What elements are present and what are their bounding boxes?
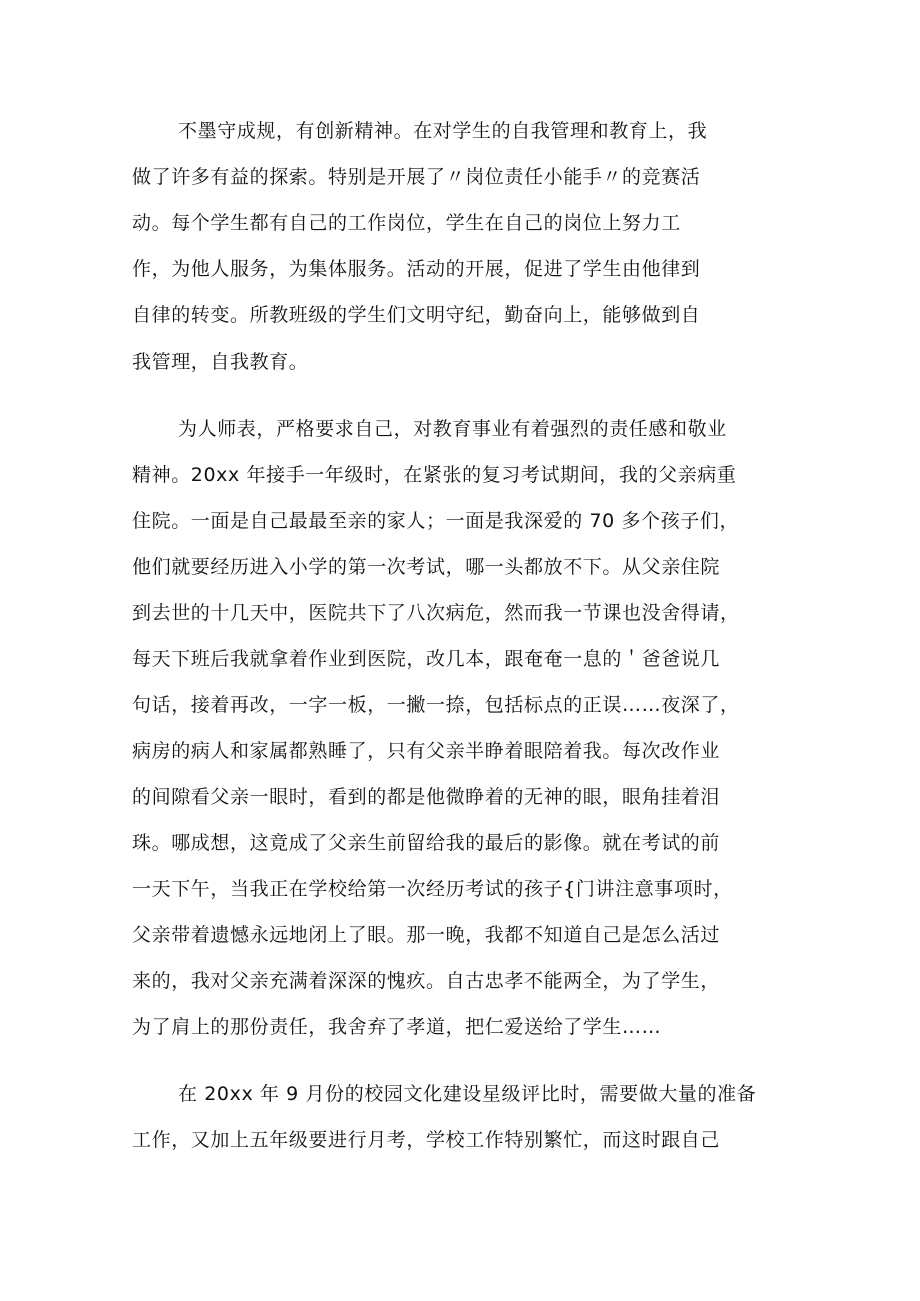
text-line: 为了肩上的那份责任，我舍弃了孝道，把仁爱送给了学生……	[132, 1016, 662, 1038]
text-line: 在 20xx 年 9 月份的校园文化建设星级评比时，需要做大量的准备	[178, 1083, 757, 1105]
text-line: 住院。一面是自己最最至亲的家人；一面是我深爱的 70 多个孩子们，	[132, 510, 740, 532]
text-line: 他们就要经历进入小学的第一次考试，哪一头都放不下。从父亲住院	[132, 556, 721, 578]
text-line: 句话，接着再改，一字一板，一撇一捺，包括标点的正误……夜深了，	[132, 694, 740, 716]
text-line: 为人师表，严格要求自己，对教育事业有着强烈的责任感和敬业	[178, 418, 727, 440]
text-line: 每天下班后我就拿着作业到医院，改几本，跟奄奄一息的＇爸爸说几	[132, 648, 721, 670]
text-line: 自律的转变。所教班级的学生们文明守纪，勤奋向上，能够做到自	[132, 304, 701, 326]
text-line: 来的，我对父亲充满着深深的愧疚。自古忠孝不能两全，为了学生，	[132, 970, 721, 992]
text-line: 动。每个学生都有自己的工作岗位，学生在自己的岗位上努力工	[132, 212, 681, 234]
text-line: 一天下午，当我正在学校给第一次经历考试的孩子{门讲注意事项时，	[132, 878, 733, 900]
text-line: 的间隙看父亲一眼时，看到的都是他微睁着的无神的眼，眼角挂着泪	[132, 786, 721, 808]
text-line: 精神。20xx 年接手一年级时，在紧张的复习考试期间，我的父亲病重	[132, 464, 737, 486]
text-line: 父亲带着遗憾永远地闭上了眼。那一晚，我都不知道自己是怎么活过	[132, 924, 721, 946]
text-line: 作，为他人服务，为集体服务。活动的开展，促进了学生由他律到	[132, 258, 701, 280]
text-line: 做了许多有益的探索。特别是开展了〃岗位责任小能手〃的竞赛活	[132, 166, 701, 188]
text-line: 工作，又加上五年级要进行月考，学校工作特别繁忙，而这时跟自己	[132, 1129, 721, 1151]
text-line: 我管理，自我教育。	[132, 351, 309, 373]
text-line: 不墨守成规，有创新精神。在对学生的自我管理和教育上，我	[178, 120, 708, 142]
text-line: 病房的病人和家属都熟睡了，只有父亲半睁着眼陪着我。每次改作业	[132, 740, 721, 762]
text-line: 珠。哪成想，这竟成了父亲生前留给我的最后的影像。就在考试的前	[132, 832, 721, 854]
text-line: 到去世的十几天中，医院共下了八次病危，然而我一节课也没舍得请，	[132, 602, 740, 624]
